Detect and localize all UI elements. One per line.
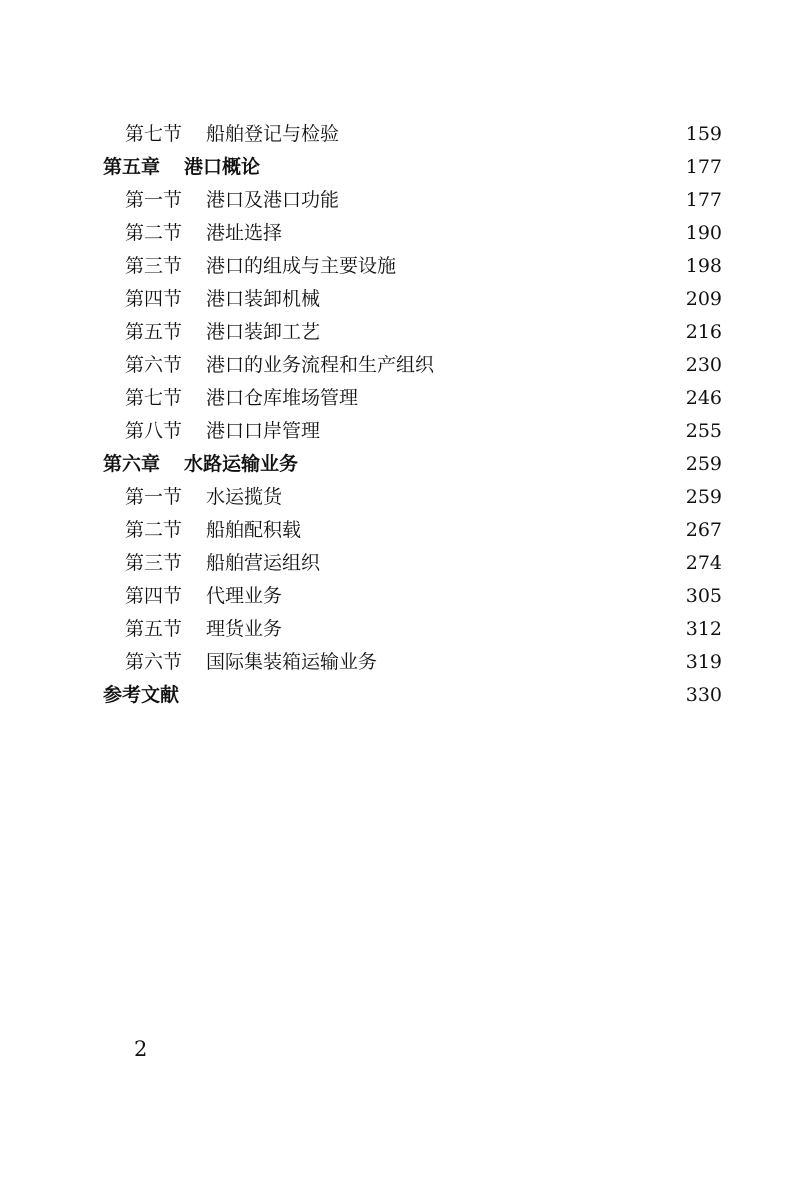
toc-entry-title: 代理业务: [206, 585, 283, 607]
toc-entry-label: [125, 184, 339, 217]
toc-entry[interactable]: [0, 250, 790, 283]
dot-leader: [324, 283, 670, 316]
toc-entry-page: 267: [685, 519, 722, 541]
dot-leader: [343, 184, 670, 217]
toc-entry-page: 255: [685, 420, 722, 442]
toc-entry[interactable]: [0, 316, 790, 349]
toc-entry-title: 港口的组成与主要设施: [206, 255, 397, 277]
toc-entry-title: 港口口岸管理: [206, 420, 321, 442]
toc-references-entry[interactable]: [0, 679, 790, 712]
toc-entry-label: [125, 613, 282, 646]
toc-entry-number: 第三节: [125, 552, 183, 574]
toc-entry-title: 港口概论: [184, 156, 261, 178]
dot-leader: [438, 349, 670, 382]
toc-entry-label: [125, 481, 282, 514]
toc-entry-page: 259: [685, 486, 722, 508]
dot-leader: [324, 547, 670, 580]
dot-leader: [381, 646, 670, 679]
toc-entry[interactable]: [0, 415, 790, 448]
toc-entry-label: [125, 415, 320, 448]
toc-entry-number: 第五节: [125, 321, 183, 343]
toc-entry-page: 190: [685, 222, 722, 244]
toc-entry-title: 港口仓库堆场管理: [206, 387, 359, 409]
page-number: 2: [134, 1037, 148, 1061]
toc-entry-number: 第六节: [125, 354, 183, 376]
toc-entry-page: 246: [685, 387, 722, 409]
toc-entry-number: 第二节: [125, 519, 183, 541]
toc-entry-number: 第七节: [125, 387, 183, 409]
toc-chapter-entry[interactable]: [0, 151, 790, 184]
dot-leader: [264, 151, 670, 184]
toc-entry-number: 第五章: [103, 156, 161, 178]
toc-entry[interactable]: [0, 646, 790, 679]
table-of-contents: [0, 118, 790, 712]
toc-entry-number: 第四节: [125, 288, 183, 310]
toc-entry-number: 第二节: [125, 222, 183, 244]
toc-entry-page: 216: [685, 321, 722, 343]
toc-entry-page: 159: [685, 123, 722, 145]
toc-entry-title: 理货业务: [206, 618, 283, 640]
dot-leader: [286, 217, 670, 250]
dot-leader: [305, 514, 670, 547]
toc-entry-number: 第六节: [125, 651, 183, 673]
toc-entry-title: 港址选择: [206, 222, 283, 244]
toc-entry-title: 船舶配积载: [206, 519, 302, 541]
toc-entry-label: [125, 250, 396, 283]
toc-entry-label: [125, 316, 320, 349]
toc-entry-number: 第一节: [125, 486, 183, 508]
toc-entry-page: 209: [685, 288, 722, 310]
toc-entry-title: 水运揽货: [206, 486, 283, 508]
toc-entry-page: 274: [685, 552, 722, 574]
toc-entry-page: 177: [685, 189, 722, 211]
dot-leader: [324, 316, 670, 349]
dot-leader: [343, 118, 670, 151]
dot-leader: [362, 382, 670, 415]
dot-leader: [302, 448, 670, 481]
dot-leader: [183, 679, 670, 712]
toc-entry-title: 船舶登记与检验: [206, 123, 340, 145]
toc-entry-title: 港口的业务流程和生产组织: [206, 354, 435, 376]
toc-entry-number: 第七节: [125, 123, 183, 145]
toc-entry[interactable]: [0, 382, 790, 415]
toc-entry[interactable]: [0, 217, 790, 250]
toc-entry-number: 第三节: [125, 255, 183, 277]
dot-leader: [286, 613, 670, 646]
toc-entry-title: 港口装卸工艺: [206, 321, 321, 343]
toc-entry-label: [125, 118, 339, 151]
toc-entry-label: [103, 151, 260, 184]
dot-leader: [286, 580, 670, 613]
dot-leader: [400, 250, 670, 283]
toc-entry-title: 船舶营运组织: [206, 552, 321, 574]
toc-entry-title: 国际集装箱运输业务: [206, 651, 378, 673]
toc-entry[interactable]: [0, 613, 790, 646]
toc-entry[interactable]: [0, 349, 790, 382]
toc-entry-number: 第一节: [125, 189, 183, 211]
toc-entry[interactable]: [0, 514, 790, 547]
toc-entry[interactable]: [0, 184, 790, 217]
toc-entry[interactable]: [0, 547, 790, 580]
toc-entry-label: [125, 349, 434, 382]
toc-entry[interactable]: [0, 580, 790, 613]
toc-entry-title: 港口装卸机械: [206, 288, 321, 310]
toc-entry-number: 第六章: [103, 453, 161, 475]
toc-entry-title: 参考文献: [103, 684, 180, 706]
toc-entry-page: 259: [685, 453, 722, 475]
toc-entry-label: [125, 547, 320, 580]
toc-chapter-entry[interactable]: [0, 448, 790, 481]
toc-entry-page: 230: [685, 354, 722, 376]
toc-entry-page: 319: [685, 651, 722, 673]
toc-entry-page: 177: [685, 156, 722, 178]
toc-entry-title: 港口及港口功能: [206, 189, 340, 211]
toc-entry-page: 305: [685, 585, 722, 607]
toc-entry-page: 312: [685, 618, 722, 640]
toc-entry-label: [125, 646, 377, 679]
toc-entry-label: [125, 580, 282, 613]
dot-leader: [324, 415, 670, 448]
toc-entry-page: 198: [685, 255, 722, 277]
toc-entry-label: [125, 514, 301, 547]
toc-entry-label: [103, 448, 298, 481]
toc-entry-label: [125, 217, 282, 250]
toc-entry-label: [125, 382, 358, 415]
dot-leader: [286, 481, 670, 514]
toc-entry[interactable]: [0, 283, 790, 316]
toc-entry-number: 第四节: [125, 585, 183, 607]
toc-entry[interactable]: [0, 481, 790, 514]
toc-entry-number: 第五节: [125, 618, 183, 640]
toc-entry-label: [125, 283, 320, 316]
toc-entry-label: [103, 679, 179, 712]
toc-entry-title: 水路运输业务: [184, 453, 299, 475]
toc-entry[interactable]: [0, 118, 790, 151]
toc-entry-page: 330: [685, 684, 722, 706]
toc-entry-number: 第八节: [125, 420, 183, 442]
